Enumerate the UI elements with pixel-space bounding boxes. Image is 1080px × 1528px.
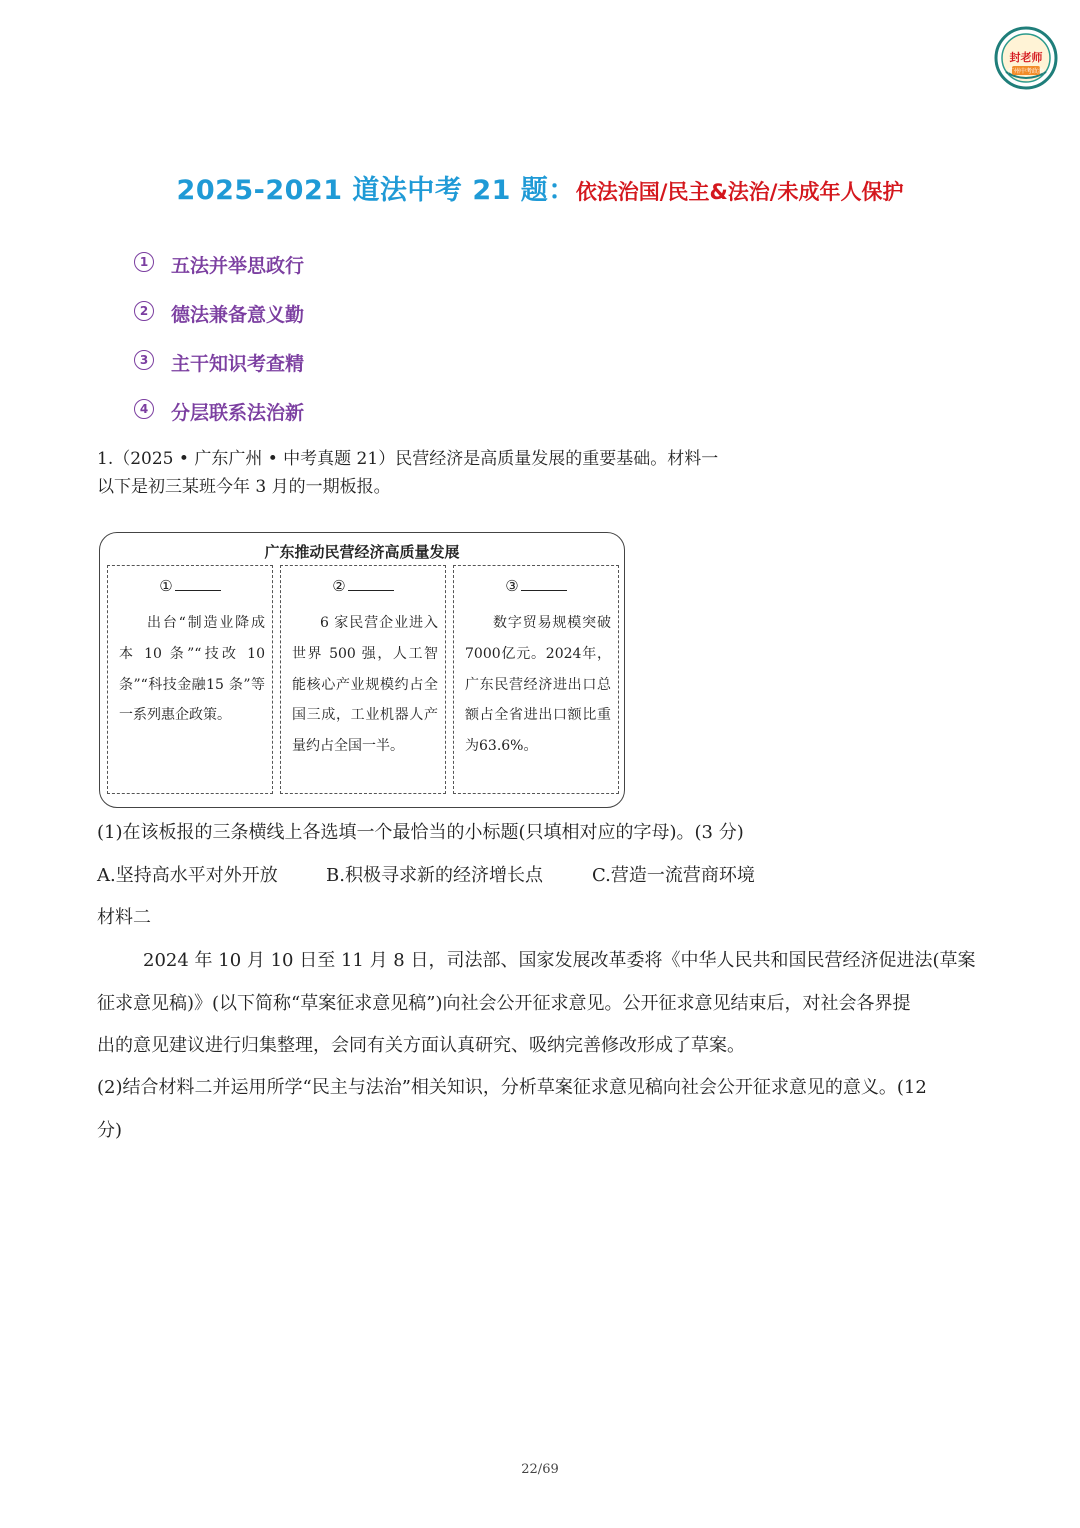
option-b: B.积极寻求新的经济增长点 — [326, 865, 543, 886]
motto-item-2 — [134, 298, 304, 328]
title-sub: 依法治国/民主&法治/未成年人保护 — [575, 180, 904, 204]
sub-question-1: (1)在该板报的三条横线上各选填一个最恰当的小标题(只填相对应的字母)。(3 分) — [97, 822, 744, 843]
motto-text: 主干知识考查精 — [171, 352, 305, 375]
blank-line — [175, 576, 221, 591]
column-heading — [454, 576, 618, 595]
title-main: 2025-2021 道法中考 21 题： — [176, 175, 576, 206]
motto-text: 五法并举思政行 — [171, 254, 305, 277]
column-body: 6 家民营企业进入世界 500 强，人工智能核心产业规模约占全国三成，工业机器人产量约占全国一半。 — [292, 615, 438, 755]
option-a: A.坚持高水平对外开放 — [97, 865, 278, 886]
material-2-line-2: 征求意见稿)》(以下简称“草案征求意见稿”)向社会公开征求意见。公开征求意见结束后，对社会各界提 — [97, 993, 911, 1014]
logo-label: 封老师 — [1009, 51, 1043, 64]
board-column-2 — [280, 565, 446, 794]
motto-number: 3 — [134, 350, 154, 370]
column-label: ① — [159, 577, 173, 595]
blank-line — [348, 576, 394, 591]
sub-question-2-line-1: (2)结合材料二并运用所学“民主与法治”相关知识，分析草案征求意见稿向社会公开征求意见的意义。(12 — [97, 1077, 927, 1098]
page-title — [0, 168, 1080, 207]
material-2-line-1: 2024 年 10 月 10 日至 11 月 8 日，司法部、国家发展改革委将《中华人民共和国民营经济促进法(草案 — [143, 950, 976, 971]
motto-text: 德法兼备意义勤 — [171, 303, 305, 326]
sub-question-2-line-2: 分) — [97, 1120, 123, 1141]
column-heading — [281, 576, 445, 595]
motto-item-4 — [134, 396, 304, 426]
column-label: ② — [332, 577, 346, 595]
motto-item-1 — [134, 249, 304, 279]
logo-emblem-icon — [994, 26, 1058, 90]
logo — [994, 26, 1058, 90]
motto-number: 1 — [134, 252, 154, 272]
motto-number: 2 — [134, 301, 154, 321]
material-2-label: 材料二 — [97, 907, 151, 928]
blackboard-newspaper — [99, 532, 625, 808]
page-number: 22/69 — [521, 1462, 559, 1477]
question-intro-line-2: 以下是初三某班今年 3 月的一期板报。 — [97, 477, 391, 497]
motto-text: 分层联系法治新 — [171, 401, 305, 424]
material-2-line-3: 出的意见建议进行归集整理，会同有关方面认真研究、吸纳完善修改形成了草案。 — [97, 1035, 745, 1056]
column-heading — [108, 576, 272, 595]
blank-line — [521, 576, 567, 591]
question-intro-line-1: 1.（2025 • 广东广州 • 中考真题 21）民营经济是高质量发展的重要基础。材料一 — [97, 449, 719, 469]
column-label: ③ — [505, 577, 519, 595]
board-column-1 — [107, 565, 273, 794]
column-body: 出台“制造业降成本 10 条”“技改 10 条”“科技金融15 条”等一系列惠企政策。 — [119, 615, 265, 724]
option-c: C.营造一流营商环境 — [592, 865, 755, 886]
board-title: 广东推动民营经济高质量发展 — [264, 543, 460, 561]
motto-item-3 — [134, 347, 304, 377]
board-column-3 — [453, 565, 619, 794]
logo-ring-text: 广州中考政治 — [1007, 68, 1045, 75]
motto-number: 4 — [134, 399, 154, 419]
column-body: 数字贸易规模突破7000亿元。2024年，广东民营经济进出口总额占全省进出口额比重为63.6%。 — [465, 615, 611, 755]
